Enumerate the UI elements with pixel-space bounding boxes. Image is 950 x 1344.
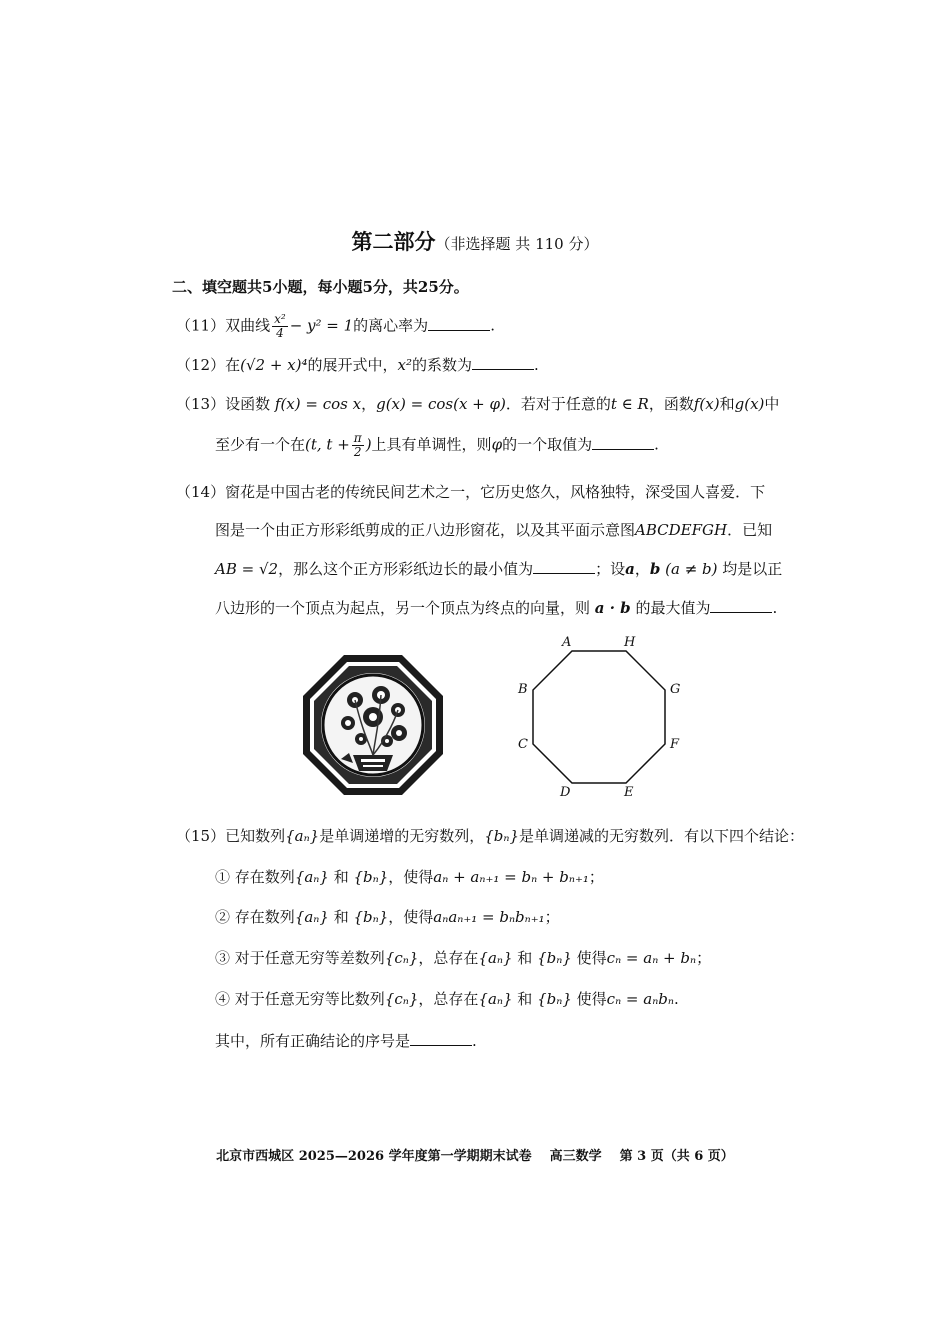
c1-equation: aₙ + aₙ₊₁ = bₙ + bₙ₊₁ — [433, 868, 589, 886]
q14-l3-b: ；设 — [595, 560, 626, 578]
page-footer — [0, 1145, 950, 1164]
question-14-line-2 — [215, 519, 772, 540]
q14-l4-a: 八边形的一个顶点为起点，另一个顶点为终点的向量，则 — [215, 599, 591, 617]
question-11 — [176, 313, 495, 340]
c2-an: {aₙ} — [294, 908, 329, 926]
c2-end: ； — [544, 908, 560, 926]
c4-c: 使得 — [576, 990, 607, 1008]
q11-fraction — [272, 313, 288, 340]
q13-f: f(x) — [693, 395, 720, 413]
vertex-label-b: B — [518, 682, 528, 697]
q13-l2-b: 上具有单调性，则 — [371, 435, 492, 454]
c4-a: 对于任意无穷等比数列 — [234, 990, 385, 1008]
q13-l2-a: 至少有一个在 — [215, 435, 306, 454]
q12-end: . — [534, 356, 539, 374]
q13-phi: φ — [491, 435, 503, 454]
c1-end: ； — [588, 868, 604, 886]
c3-a: 对于任意无穷等差数列 — [234, 949, 385, 967]
q12-mid: 的展开式中， — [307, 356, 398, 374]
c4-equation: cₙ = aₙbₙ — [606, 990, 674, 1008]
q11-frac-num: x² — [274, 312, 286, 326]
q14-answer-blank-2[interactable] — [710, 598, 772, 613]
question-13-line-2 — [215, 432, 659, 459]
q13-t-in-r: t ∈ R — [610, 395, 649, 413]
q14-cond: (a ≠ b) — [665, 560, 718, 578]
q14-octagon-name: ABCDEFGH — [635, 521, 728, 539]
q11-end: . — [490, 316, 495, 335]
q14-end: . — [772, 599, 778, 617]
c4-cn: {cₙ} — [384, 990, 419, 1008]
q15-final-end: . — [472, 1032, 477, 1050]
question-15-stem — [176, 825, 804, 846]
q11-equation-rest: − y² = 1 — [289, 316, 354, 335]
q15-conclusion-2 — [215, 906, 560, 927]
q12-term: x² — [397, 356, 412, 374]
q13-l2-c: 的一个取值为 — [502, 435, 593, 454]
c2-bn: {bₙ} — [353, 908, 389, 926]
q14-comma: ， — [634, 560, 650, 578]
q15-conclusion-1 — [215, 866, 604, 887]
q13-pi-den: 2 — [353, 445, 362, 459]
q12-pre: 在 — [225, 356, 241, 374]
title-main: 第二部分 — [351, 229, 436, 254]
q11-frac-den: 4 — [276, 326, 284, 340]
q13-l1-d: 中 — [764, 395, 780, 413]
q11-pre: 双曲线 — [225, 316, 271, 335]
c1-a: 存在数列 — [234, 868, 295, 886]
c2-a: 存在数列 — [234, 908, 295, 926]
q13-answer-blank[interactable] — [592, 435, 654, 450]
vertex-label-e: E — [624, 785, 634, 800]
c3-bn: {bₙ} — [537, 949, 572, 967]
footer-subject: 高三数学 — [549, 1149, 602, 1164]
q12-expression: (√2 + x)⁴ — [240, 356, 308, 374]
c1-and: 和 — [333, 868, 349, 886]
q13-interval-pre: (t, t + — [305, 435, 350, 454]
question-12 — [176, 354, 539, 375]
q13-l1-a: 设函数 — [225, 395, 271, 413]
c3-an: {aₙ} — [478, 949, 513, 967]
q13-l1-c: ，函数 — [648, 395, 694, 413]
c3-end: ； — [696, 949, 712, 967]
vertex-label-g: G — [670, 682, 681, 697]
c4-bn: {bₙ} — [537, 990, 572, 1008]
q11-number: （11） — [176, 316, 226, 335]
q15-number: （15） — [176, 827, 226, 845]
footer-exam: 北京市西城区 2025—2026 学年度第一学期期末试卷 — [216, 1149, 532, 1164]
c1-b: ，使得 — [388, 868, 434, 886]
q14-vec-a: a — [625, 560, 635, 578]
q13-end: . — [654, 435, 659, 454]
c4-end: . — [673, 990, 679, 1008]
q12-post: 的系数为 — [412, 356, 473, 374]
c4-an: {aₙ} — [478, 990, 513, 1008]
q14-l4-b: 的最大值为 — [635, 599, 711, 617]
question-14-line-3 — [215, 558, 782, 579]
question-14-line-1 — [176, 481, 765, 502]
title-note: （非选择题 共 110 分） — [435, 235, 599, 253]
q14-number: （14） — [176, 483, 226, 501]
vertex-label-d: D — [560, 785, 571, 800]
q15-stem-c: 是单调递减的无穷数列．有以下四个结论： — [519, 827, 805, 845]
c4-label: ④ — [215, 990, 231, 1008]
page-title — [0, 226, 950, 256]
q15-an: {aₙ} — [285, 827, 320, 845]
q11-answer-blank[interactable] — [428, 316, 490, 331]
question-14-line-4 — [215, 597, 777, 618]
c1-an: {aₙ} — [294, 868, 329, 886]
c3-and: 和 — [517, 949, 533, 967]
c3-cn: {cₙ} — [384, 949, 419, 967]
q13-l1-b: ．若对于任意的 — [505, 395, 611, 413]
q15-bn: {bₙ} — [484, 827, 520, 845]
c2-b: ，使得 — [388, 908, 434, 926]
octagon-shape — [533, 651, 665, 783]
footer-page: 第 3 页（共 6 页） — [619, 1149, 734, 1164]
q13-number: （13） — [176, 395, 226, 413]
q15-answer-blank[interactable] — [410, 1031, 472, 1046]
c4-and: 和 — [517, 990, 533, 1008]
vertex-label-h: H — [624, 635, 636, 650]
q14-l2-a: 图是一个由正方形彩纸剪成的正八边形窗花，以及其平面示意图 — [215, 521, 636, 539]
q13-comma: ， — [361, 395, 377, 413]
vertex-label-c: C — [518, 737, 528, 752]
c2-label: ② — [215, 908, 231, 926]
octagon-diagram — [510, 630, 690, 800]
q13-interval-post: ) — [365, 435, 372, 454]
q14-l2-b: ．已知 — [727, 521, 773, 539]
q14-l3-a: ，那么这个正方形彩纸边长的最小值为 — [278, 560, 534, 578]
c2-and: 和 — [333, 908, 349, 926]
q14-dot-product: a · b — [594, 599, 631, 617]
q13-and: 和 — [719, 395, 735, 413]
c2-equation: aₙaₙ₊₁ = bₙbₙ₊₁ — [433, 908, 545, 926]
q14-answer-blank-1[interactable] — [533, 559, 595, 574]
c3-equation: cₙ = aₙ + bₙ — [606, 949, 697, 967]
c3-b: ，总存在 — [418, 949, 479, 967]
q13-g-def: g(x) = cos(x + φ) — [376, 395, 506, 413]
section-heading: 二、填空题共5小题，每小题5分，共25分。 — [172, 278, 469, 296]
q15-final-text: 其中，所有正确结论的序号是 — [215, 1032, 411, 1050]
q12-answer-blank[interactable] — [472, 355, 534, 370]
c1-label: ① — [215, 868, 231, 886]
c3-c: 使得 — [576, 949, 607, 967]
q15-conclusion-4 — [215, 988, 679, 1009]
vertex-label-f: F — [670, 737, 680, 752]
vertex-label-a: A — [562, 635, 572, 650]
q12-number: （12） — [176, 356, 226, 374]
q14-ab: AB = √2 — [215, 560, 279, 578]
q14-l3-c: 均是以正 — [722, 560, 783, 578]
q13-pi-num: π — [353, 431, 362, 445]
c1-bn: {bₙ} — [353, 868, 389, 886]
c4-b: ，总存在 — [418, 990, 479, 1008]
q14-vec-b: b — [649, 560, 661, 578]
q13-f-def: f(x) = cos x — [274, 395, 362, 413]
q11-post: 的离心率为 — [353, 316, 429, 335]
q15-final — [215, 1030, 477, 1051]
c3-label: ③ — [215, 949, 231, 967]
q15-stem-a: 已知数列 — [225, 827, 286, 845]
q15-conclusion-3 — [215, 947, 711, 968]
question-13-line-1 — [176, 393, 779, 414]
q13-pi-fraction — [352, 432, 364, 459]
q13-g: g(x) — [734, 395, 765, 413]
q15-stem-b: 是单调递增的无穷数列， — [319, 827, 485, 845]
window-flower-image — [303, 655, 443, 795]
q14-l1: 窗花是中国古老的传统民间艺术之一，它历史悠久，风格独特，深受国人喜爱．下 — [225, 483, 766, 501]
